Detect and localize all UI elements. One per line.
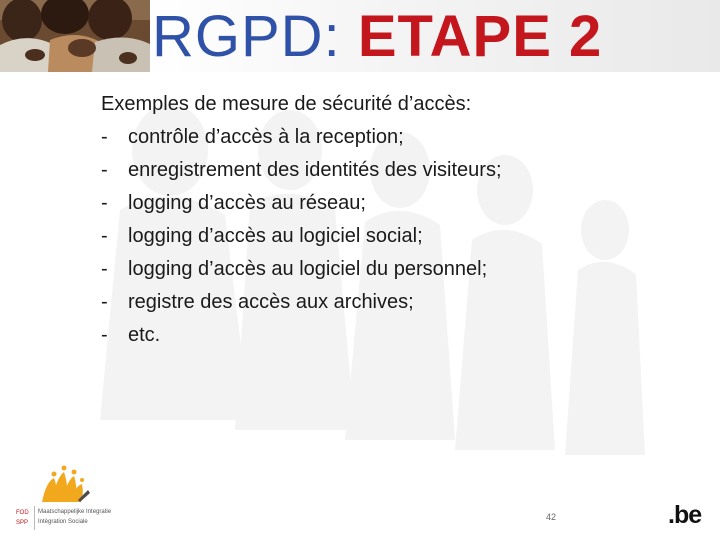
logo-divider [34,506,35,530]
bullet-dash: - [101,126,108,148]
list-item [101,220,701,253]
list-item [101,253,701,286]
list-item-text: contrôle d’accès à la reception; [128,126,404,148]
fod-label: FOD [16,510,29,516]
list-item [101,286,701,319]
organization-logo [12,460,152,535]
fod-spp-label [16,508,29,528]
bullet-dash: - [101,258,108,280]
flame-figures-icon [12,460,92,505]
list-item-text: logging d’accès au logiciel du personnel; [128,258,488,280]
list-item-text: registre des accès aux archives; [128,291,414,313]
organization-name [38,507,111,527]
org-name-fr: Intégration Sociale [38,519,88,525]
list-item-text: logging d’accès au réseau; [128,192,366,214]
bullet-dash: - [101,291,108,313]
list-item [101,154,701,187]
slide-title [152,2,602,74]
list-item [101,187,701,220]
list-item-text: logging d’accès au logiciel social; [128,225,423,247]
bullet-dash: - [101,324,108,346]
header-photo [0,0,150,72]
list-item-text: etc. [128,324,161,346]
page-number: 42 [546,512,557,522]
be-logo: .be [668,501,702,529]
content-body [101,88,701,352]
bullet-list [101,121,701,352]
intro-text: Exemples de mesure de sécurité d’accès: [101,93,472,115]
title-prefix: RGPD: [152,4,358,69]
list-item [101,319,701,352]
list-item-text: enregistrement des identités des visiteurs; [128,159,502,181]
spp-label: SPP [16,520,29,526]
org-name-nl: Maatschappelijke Integratie [38,509,112,515]
title-step: ETAPE 2 [357,4,603,69]
bullet-dash: - [101,192,108,214]
bullet-dash: - [101,225,108,247]
bullet-dash: - [101,159,108,181]
list-item [101,121,701,154]
